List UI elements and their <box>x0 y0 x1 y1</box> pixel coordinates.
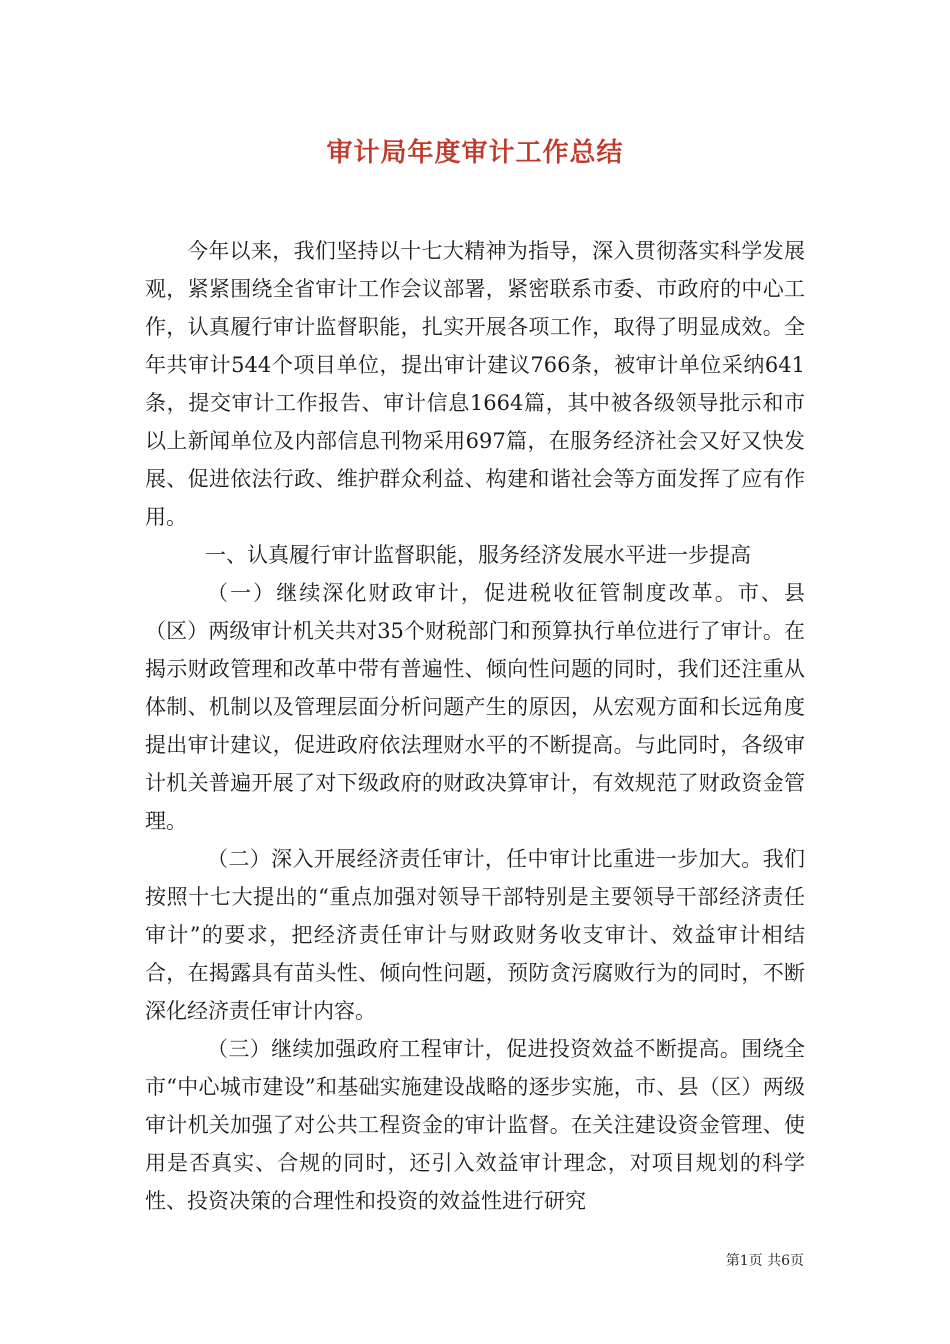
subsection-paragraph-1: （一）继续深化财政审计，促进税收征管制度改革。市、县（区）两级审计机关共对35个财税部门和预算执行单位进行了审计。在揭示财政管理和改革中带有普遍性、倾向性问题的同时，我们还注重从体制、机制以及管理层面分析问题产生的原因，从宏观方面和长远角度提出审计建议，促进政府依法理财水平的不断提高。与此同时，各级审计机关普遍开展了对下级政府的财政决算审计，有效规范了财政资金管理。 <box>145 581 805 833</box>
subsection-paragraph-2: （二）深入开展经济责任审计，任中审计比重进一步加大。我们按照十七大提出的“重点加强对领导干部特别是主要领导干部经济责任审计”的要求，把经济责任审计与财政财务收支审计、效益审计相结合，在揭露具有苗头性、倾向性问题，预防贪污腐败行为的同时，不断深化经济责任审计内容。 <box>145 847 805 1023</box>
section-heading-1: 一、认真履行审计监督职能，服务经济发展水平进一步提高 <box>205 543 751 567</box>
document-title: 审计局年度审计工作总结 <box>326 138 624 168</box>
page-number: 第1页 共6页 <box>725 1253 804 1269</box>
intro-paragraph: 今年以来，我们坚持以十七大精神为指导，深入贯彻落实科学发展观，紧紧围绕全省审计工作会议部署，紧密联系市委、市政府的中心工作，认真履行审计监督职能，扎实开展各项工作，取得了明显成效。全年共审计544个项目单位，提出审计建议766条，被审计单位采纳641条，提交审计工作报告、审计信息1664篇，其中被各级领导批示和市以上新闻单位及内部信息刊物采用697篇，在服务经济社会又好又快发展、促进依法行政、维护群众利益、构建和谐社会等方面发挥了应有作用。 <box>145 239 805 529</box>
subsection-paragraph-3: （三）继续加强政府工程审计，促进投资效益不断提高。围绕全市“中心城市建设”和基础实施建设战略的逐步实施，市、县（区）两级审计机关加强了对公共工程资金的审计监督。在关注建设资金管理、使用是否真实、合规的同时，还引入效益审计理念，对项目规划的科学性、投资决策的合理性和投资的效益性进行研究 <box>145 1037 805 1213</box>
document-body <box>145 232 805 1220</box>
